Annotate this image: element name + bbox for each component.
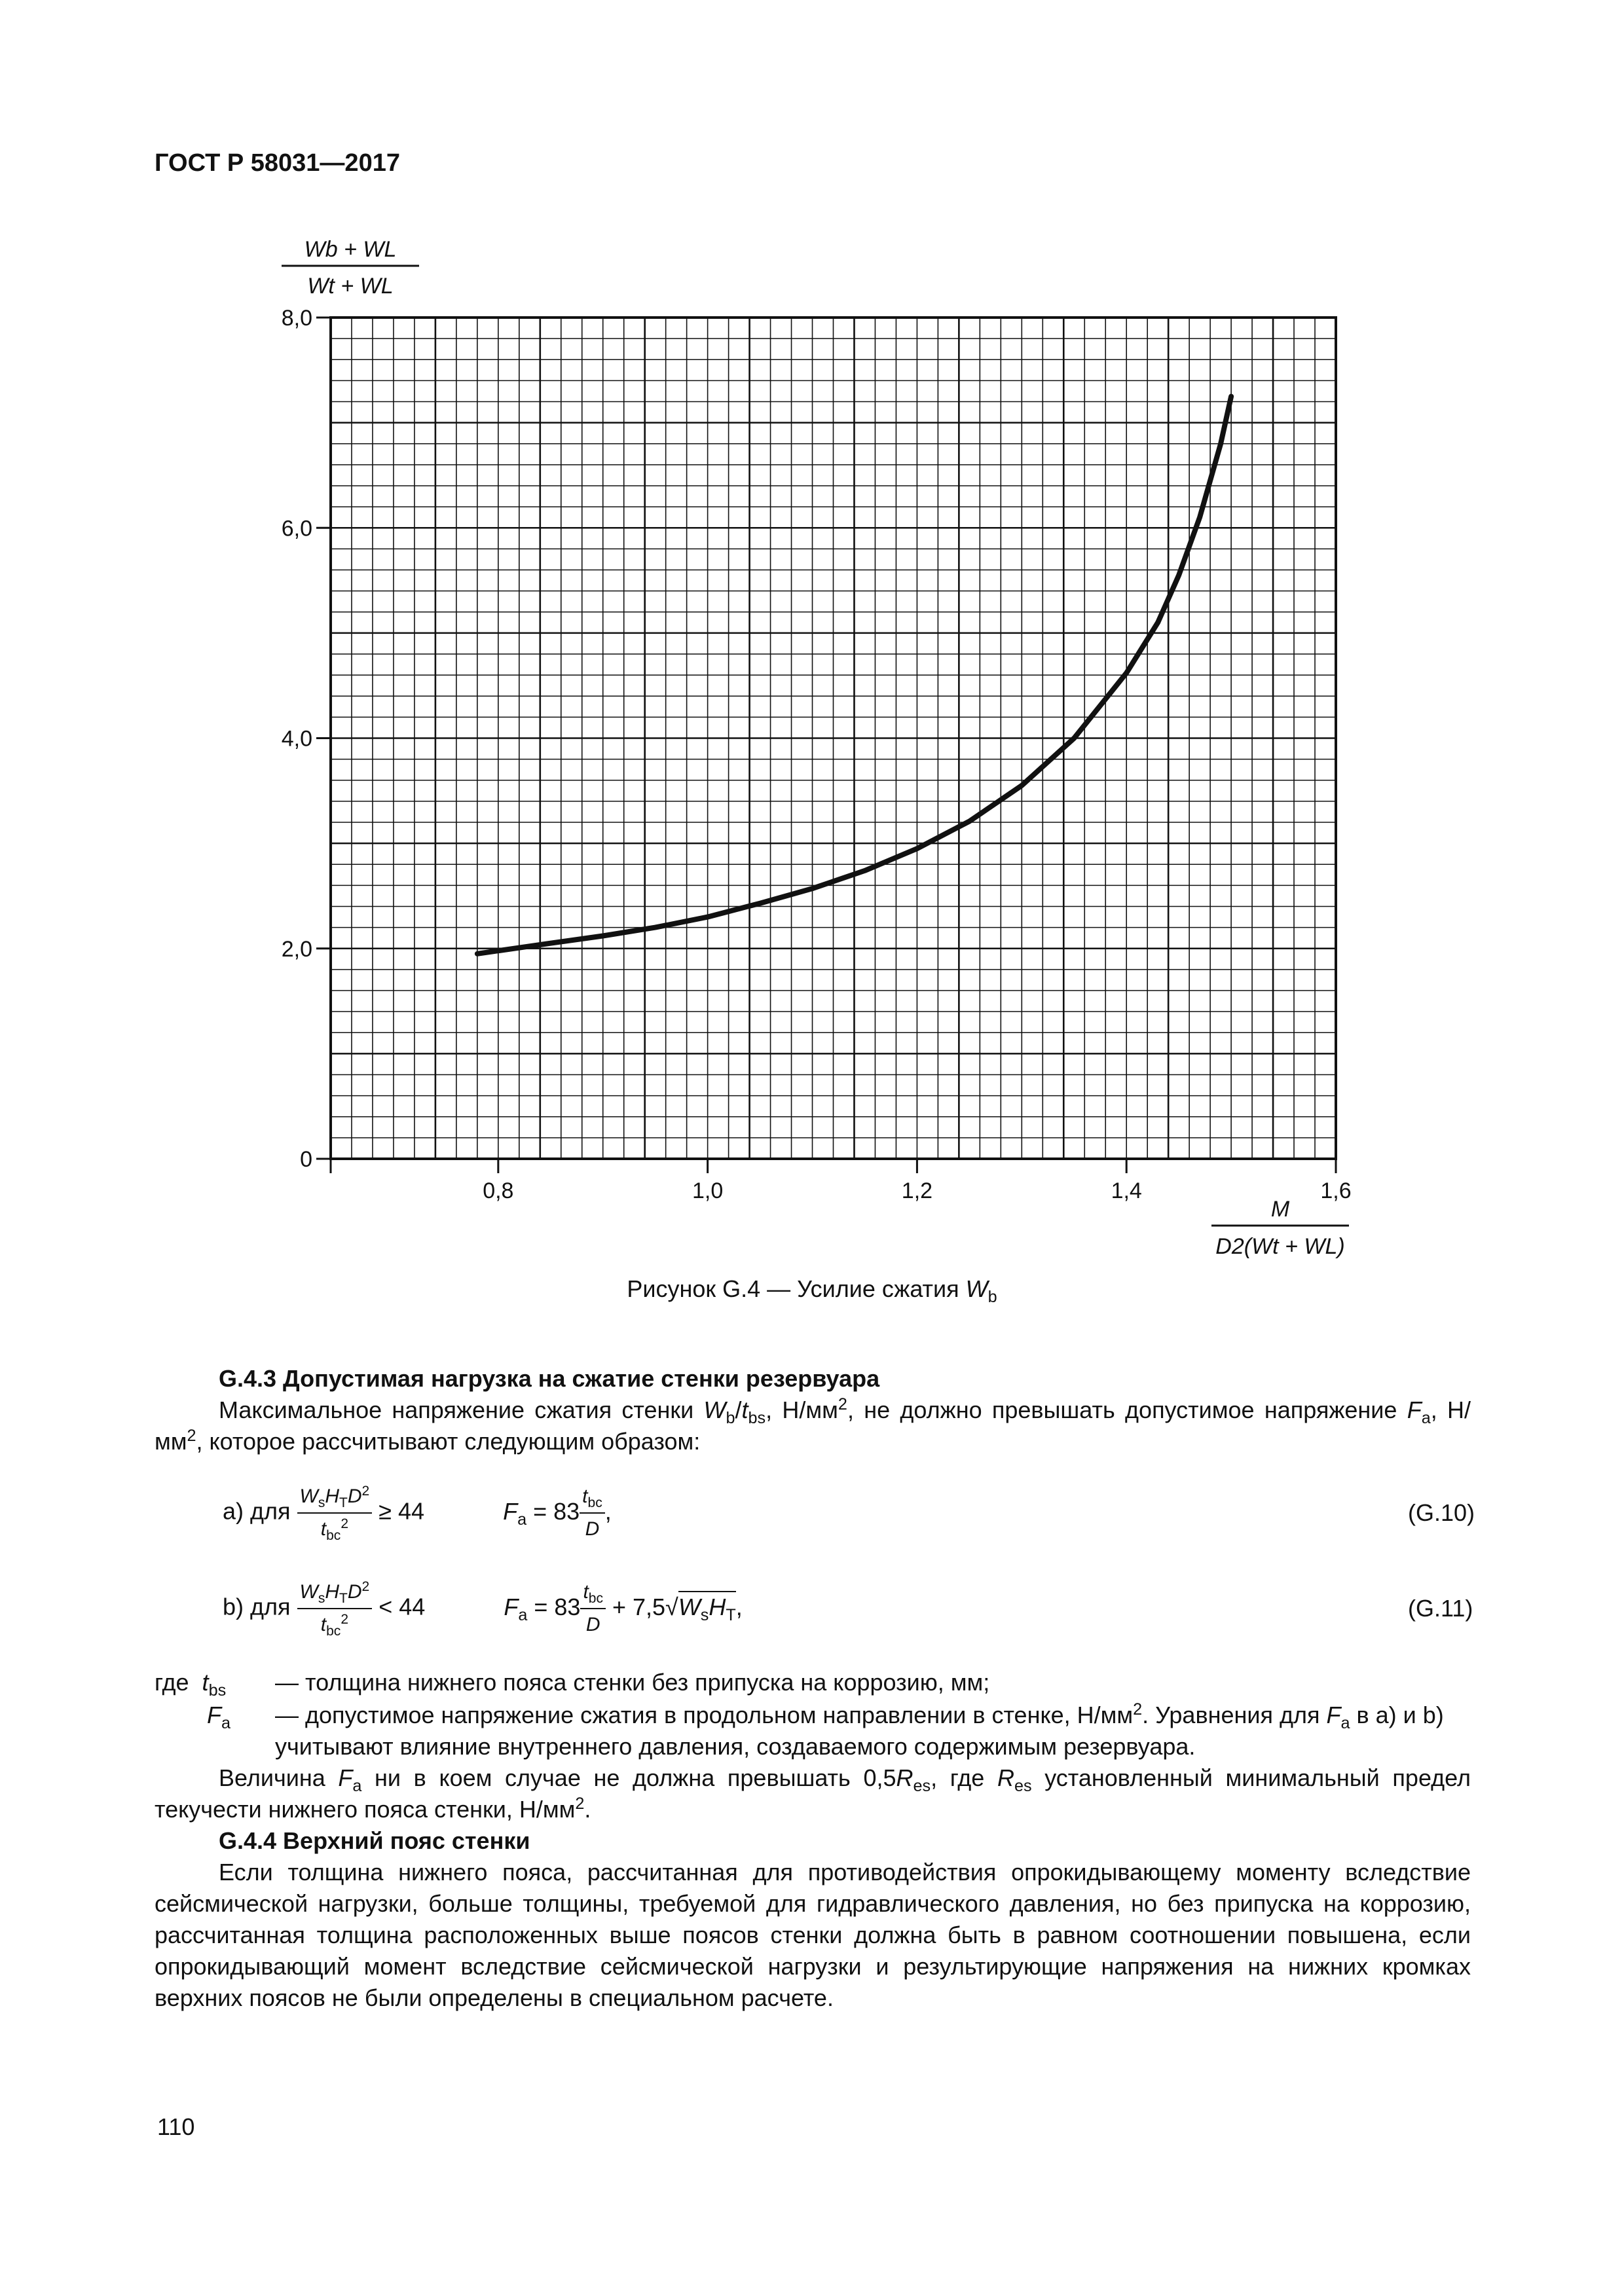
x-tick-label: 1,0	[692, 1178, 724, 1203]
equation-g11	[223, 1576, 743, 1641]
x-axis-label-denominator: D2(Wt + WL)	[1215, 1234, 1345, 1259]
y-tick-label: 2,0	[281, 936, 312, 962]
section-g44-title: G.4.4 Верхний пояс стенки	[219, 1827, 530, 1854]
x-tick-label: 1,6	[1320, 1178, 1352, 1203]
where-tbs-term: где $t_{bs}$	[155, 1669, 227, 1700]
section-g43-text: Максимальное напряжение сжатия стенки $W_b/t_{bs}$, $Н/мм^2$, не должно превышать допустимое напряжение $F_a$, $Н/мм^2$, которое рассчитывают следующим образом:	[155, 1395, 1471, 1455]
x-tick-label: 1,4	[1111, 1178, 1142, 1203]
where-fa-text: — допустимое напряжение сжатия в продольном направлении в стенке, $Н/мм^2$. Уравнения для $F_a$ в а) и b) учитывают влияние внутреннего давления, создаваемого содержимым резервуара.	[275, 1700, 1444, 1760]
eq-b-label: b) для	[223, 1593, 291, 1620]
page-number: 110	[157, 2113, 195, 2140]
eq-a-fraction: $\frac{W_sH_TD^2}{t_{bc}^2}$	[297, 1481, 373, 1545]
x-axis-label-numerator: M	[1270, 1197, 1290, 1222]
eq-b-fraction: $\frac{W_sH_TD^2}{t_{bc}^2}$	[297, 1576, 373, 1641]
y-tick-label: 6,0	[281, 516, 312, 541]
y-axis-label-numerator: Wb + WL	[304, 237, 397, 262]
figure-caption	[0, 1275, 1624, 1307]
eq-g11-number: (G.11)	[1408, 1595, 1473, 1622]
eq-b-formula: $F_a = 83$ $\frac{t_{bc}}{D}$ + $7,5√W_sH_T$,	[504, 1594, 742, 1620]
eq-g10-number: (G.10)	[1408, 1499, 1475, 1526]
y-tick-label: 8,0	[281, 306, 312, 331]
y-axis-label-denominator: Wt + WL	[307, 274, 394, 299]
y-tick-label: 4,0	[281, 726, 312, 752]
eq-a-formula: $F_a = 83$ $\frac{t_{bc}}{D}$ ,	[503, 1498, 612, 1525]
equation-g10	[223, 1481, 612, 1545]
section-g44-text: Если толщина нижнего пояса, рассчитанная для противодействия опрокидывающему моменту вследствие сейсмической нагрузки, больше толщины, требуемой для гидравлического давления, но без припуска на коррозию, рассчитанная толщина расположенных выше поясов стенки должна быть в равном соотношении повышена, если опрокидывающий момент вследствие сейсмической нагрузки и результирующие напряжения на нижних кромках верхних поясов не были определены в специальном расчете.	[155, 1859, 1471, 2011]
eq-b-condition: < 44	[378, 1593, 426, 1620]
x-tick-label: 1,2	[901, 1178, 933, 1203]
section-g43-title: G.4.3 Допустимая нагрузка на сжатие стенки резервуара	[219, 1365, 880, 1392]
where-fa-term: $F_a$	[207, 1702, 231, 1733]
where-tbs-text: — толщина нижнего пояса стенки без припуска на коррозию, мм;	[275, 1669, 990, 1696]
caption-text: Рисунок G.4 — Усилие сжатия $W_b$	[627, 1275, 997, 1307]
fa-limit-text: Величина $F_a$ ни в коем случае не должна превышать $0,5R_{es}$, где $R_{es}$ установленный минимальный предел текучести нижнего пояса стенки, $Н/мм^2$.	[155, 1764, 1471, 1823]
y-tick-label: 0	[300, 1147, 312, 1172]
chart-grid	[331, 318, 1336, 1159]
x-tick-label: 0,8	[483, 1178, 514, 1203]
document-header: ГОСТ Р 58031—2017	[155, 149, 400, 177]
eq-a-label: а) для	[223, 1497, 291, 1525]
eq-a-condition: ≥ 44	[378, 1497, 425, 1525]
